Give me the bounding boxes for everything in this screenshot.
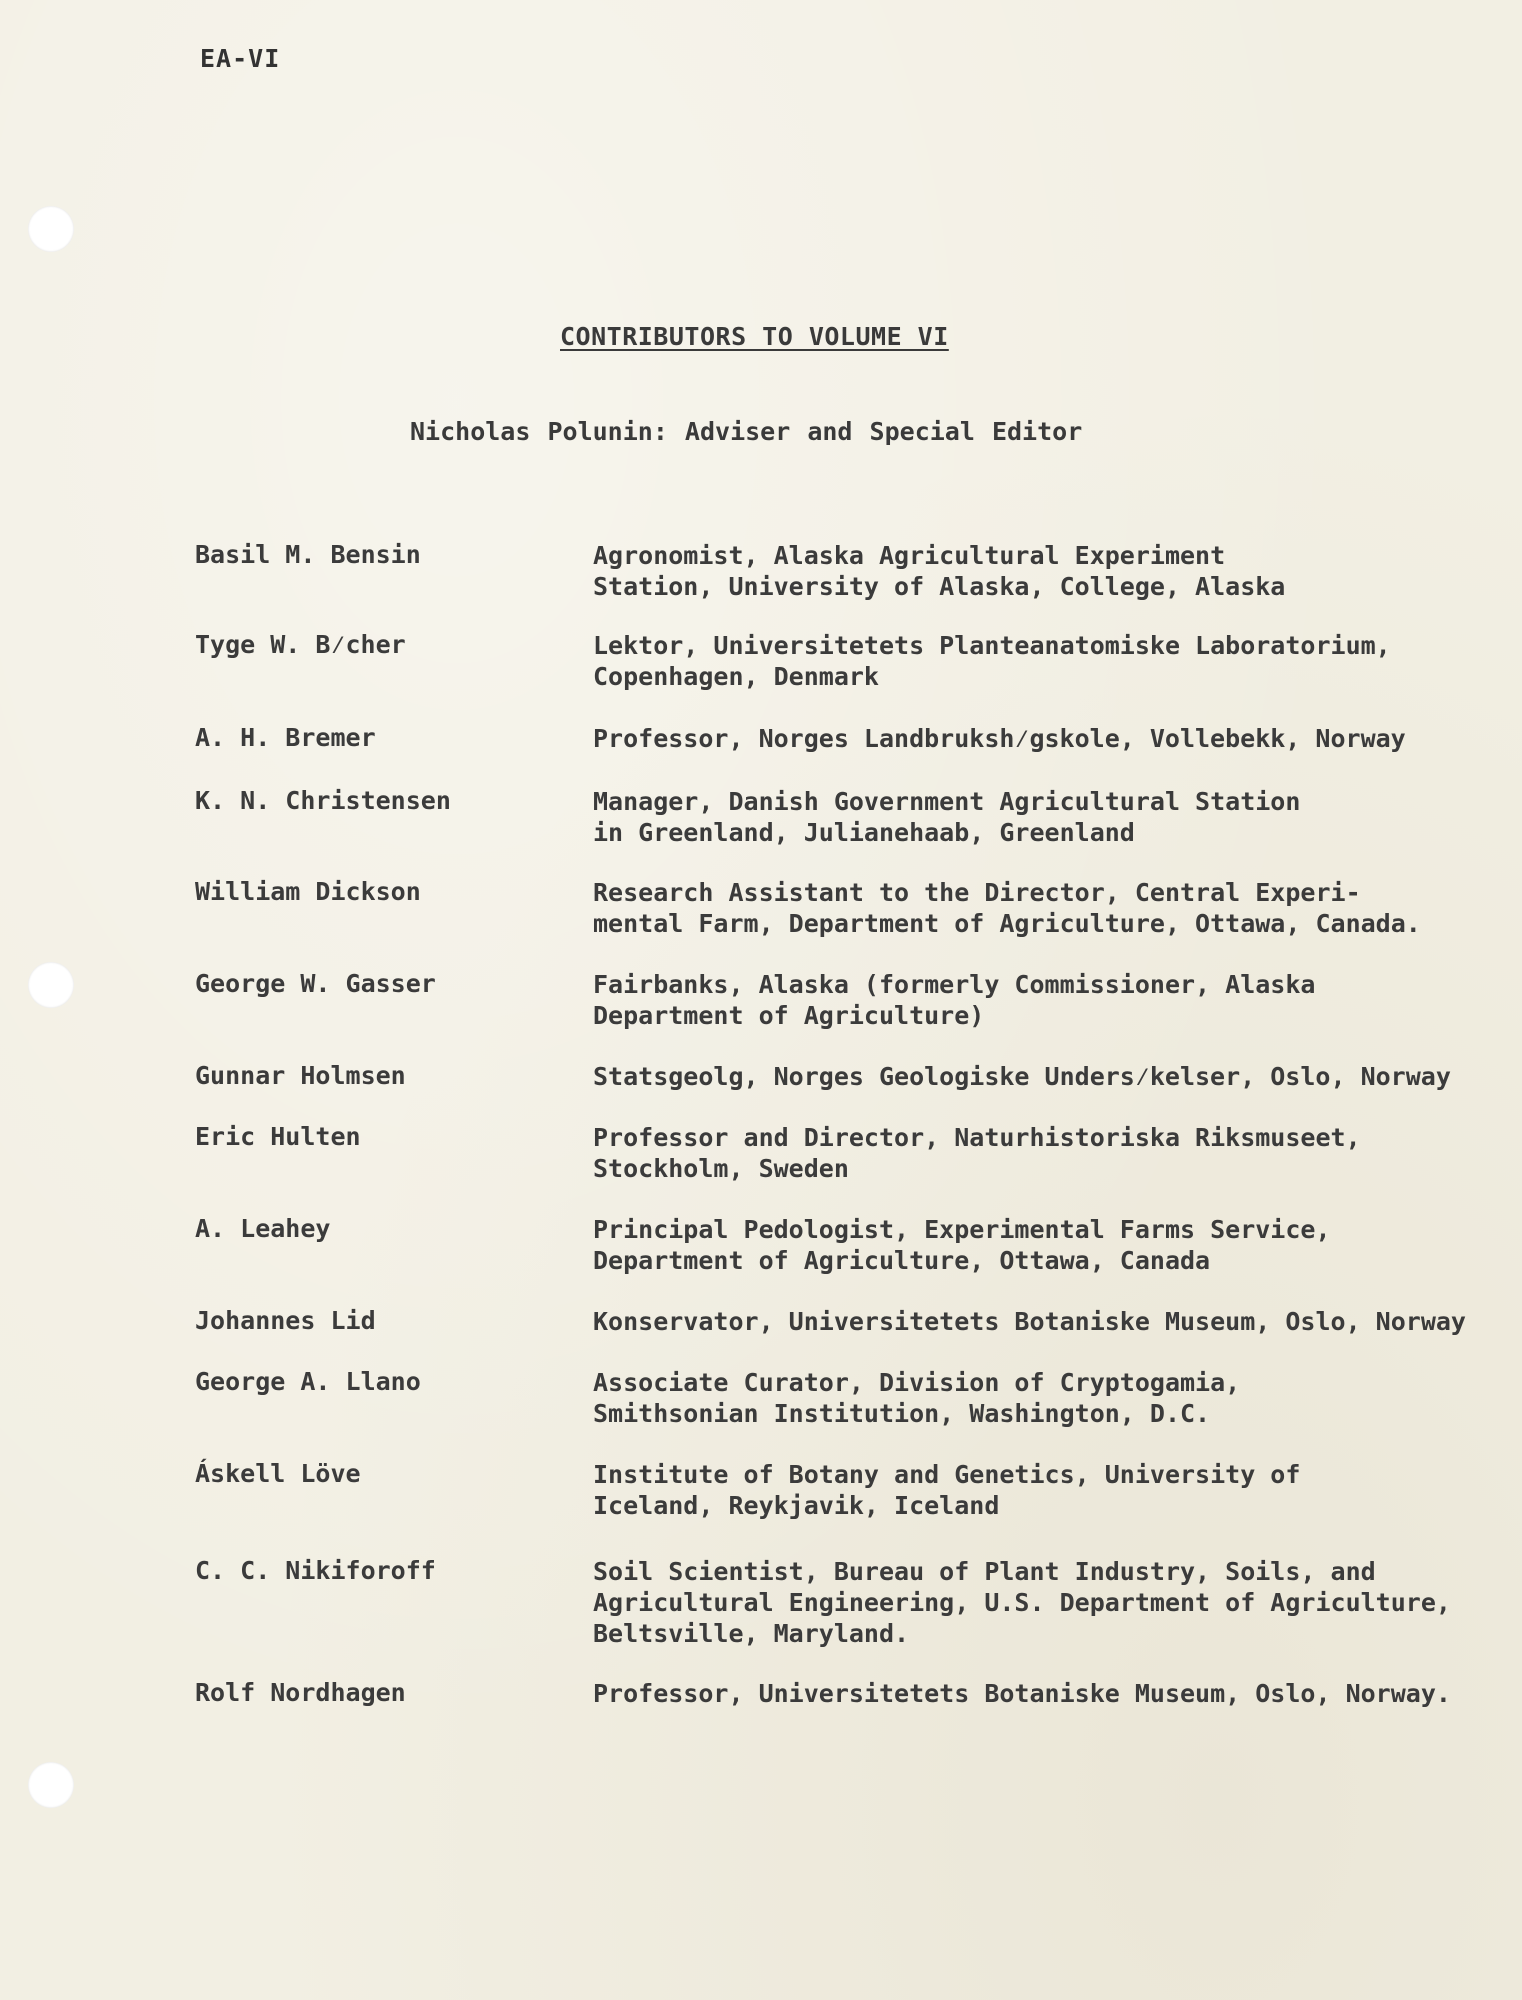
contributor-name: Eric Hulten	[195, 1122, 361, 1151]
affiliation-line: Professor, Norges Landbruksh⁄gskole, Vollebekk, Norway	[593, 724, 1406, 753]
contributor-affiliation	[593, 1678, 1493, 1709]
contributor-affiliation	[593, 1556, 1493, 1649]
page-title: CONTRIBUTORS TO VOLUME VI	[560, 322, 949, 351]
contributor-name: K. N. Christensen	[195, 786, 451, 815]
contributor-name: William Dickson	[195, 877, 421, 906]
affiliation-line: Institute of Botany and Genetics, University of	[593, 1460, 1301, 1489]
contributor-affiliation	[593, 969, 1493, 1031]
contributor-name: Basil M. Bensin	[195, 540, 421, 569]
contributor-name: Áskell Löve	[195, 1459, 361, 1488]
page-code: EA-VI	[200, 44, 281, 73]
contributor-affiliation	[593, 1459, 1493, 1521]
contributor-affiliation	[593, 1367, 1493, 1429]
contributor-affiliation	[593, 1214, 1493, 1276]
affiliation-line: mental Farm, Department of Agriculture, Ottawa, Canada.	[593, 909, 1421, 938]
affiliation-line: Konservator, Universitetets Botaniske Museum, Oslo, Norway	[593, 1307, 1466, 1336]
affiliation-line: Principal Pedologist, Experimental Farms Service,	[593, 1215, 1331, 1244]
affiliation-line: Agronomist, Alaska Agricultural Experiment	[593, 541, 1226, 570]
contributor-name: Gunnar Holmsen	[195, 1061, 406, 1090]
affiliation-line: Professor, Universitetets Botaniske Museum, Oslo, Norway.	[593, 1679, 1451, 1708]
affiliation-line: Fairbanks, Alaska (formerly Commissioner, Alaska	[593, 970, 1316, 999]
contributor-affiliation	[593, 1061, 1493, 1092]
affiliation-line: in Greenland, Julianehaab, Greenland	[593, 818, 1135, 847]
affiliation-line: Station, University of Alaska, College, Alaska	[593, 572, 1286, 601]
affiliation-line: Lektor, Universitetets Planteanatomiske Laboratorium,	[593, 631, 1391, 660]
contributor-affiliation	[593, 723, 1493, 754]
contributor-name: Johannes Lid	[195, 1306, 376, 1335]
affiliation-line: Stockholm, Sweden	[593, 1154, 849, 1183]
affiliation-line: Department of Agriculture)	[593, 1001, 985, 1030]
affiliation-line: Beltsville, Maryland.	[593, 1619, 910, 1648]
affiliation-line: Statsgeolg, Norges Geologiske Unders⁄kelser, Oslo, Norway	[593, 1062, 1451, 1091]
affiliation-line: Smithsonian Institution, Washington, D.C.	[593, 1399, 1211, 1428]
affiliation-line: Manager, Danish Government Agricultural Station	[593, 787, 1301, 816]
contributor-name: A. H. Bremer	[195, 723, 376, 752]
contributor-affiliation	[593, 877, 1493, 939]
contributor-name: A. Leahey	[195, 1214, 331, 1243]
contributor-name: Rolf Nordhagen	[195, 1678, 406, 1707]
affiliation-line: Agricultural Engineering, U.S. Department of Agriculture,	[593, 1588, 1451, 1617]
page-subtitle: Nicholas Polunin: Adviser and Special Editor	[410, 417, 1083, 446]
affiliation-line: Iceland, Reykjavik, Iceland	[593, 1491, 1000, 1520]
contributor-affiliation	[593, 1122, 1493, 1184]
affiliation-line: Department of Agriculture, Ottawa, Canada	[593, 1246, 1211, 1275]
affiliation-line: Professor and Director, Naturhistoriska Riksmuseet,	[593, 1123, 1361, 1152]
affiliation-line: Research Assistant to the Director, Central Experi-	[593, 878, 1361, 907]
contributor-name: C. C. Nikiforoff	[195, 1556, 436, 1585]
affiliation-line: Soil Scientist, Bureau of Plant Industry, Soils, and	[593, 1557, 1376, 1586]
contributor-affiliation	[593, 540, 1493, 602]
contributor-name: Tyge W. B⁄cher	[195, 630, 406, 659]
affiliation-line: Associate Curator, Division of Cryptogamia,	[593, 1368, 1241, 1397]
contributor-name: George W. Gasser	[195, 969, 436, 998]
contributor-affiliation	[593, 1306, 1493, 1337]
contributor-affiliation	[593, 630, 1493, 692]
contributor-name: George A. Llano	[195, 1367, 421, 1396]
contributor-affiliation	[593, 786, 1493, 848]
affiliation-line: Copenhagen, Denmark	[593, 662, 879, 691]
